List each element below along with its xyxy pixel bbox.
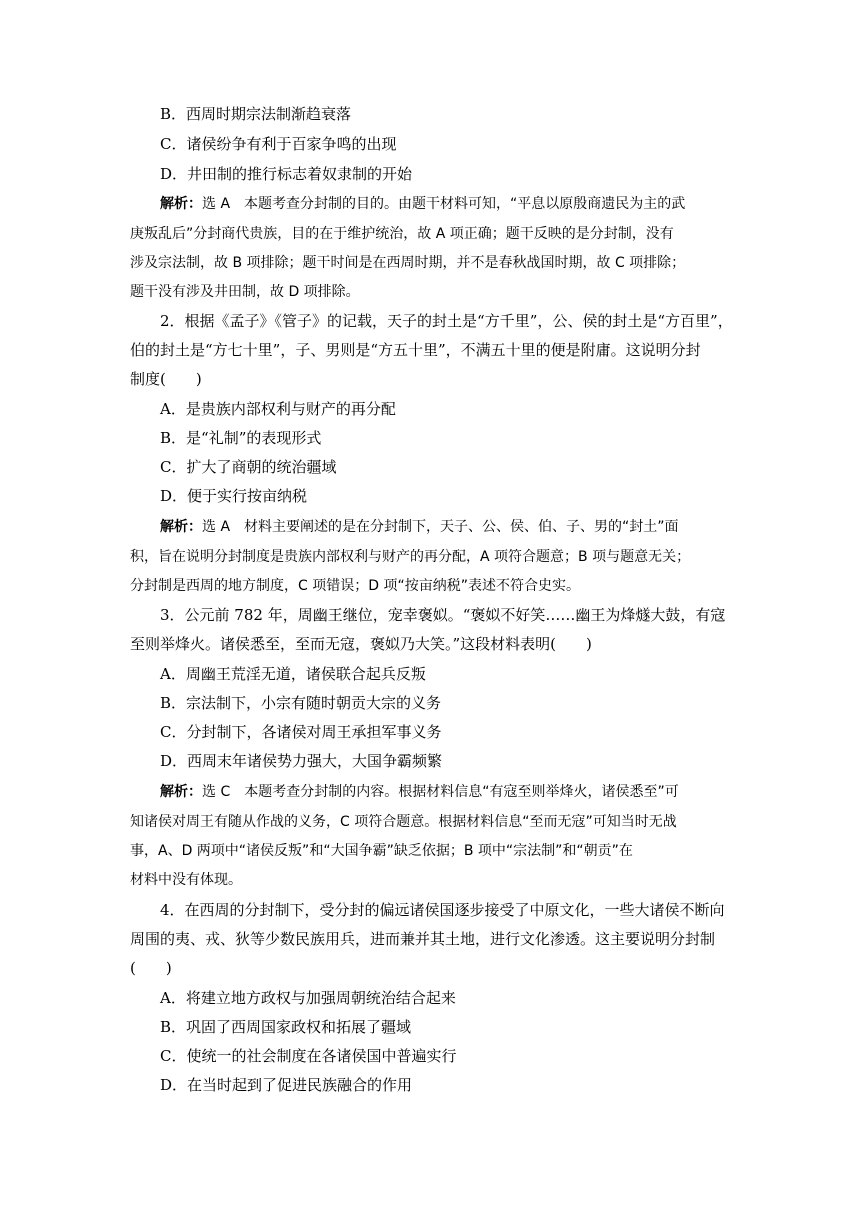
q1-explanation-line: 解析：选 A 本题考查分封制的目的。由题干材料可知，“平息以原殷商遗民为主的武 (160, 196, 686, 212)
q4-stem-line: 4．在西周的分封制下，受分封的偏远诸侯国逐步接受了中原文化，一些大诸侯不断向 (160, 901, 725, 919)
q3-option-a: A．周幽王荒淫无道，诸侯联合起兵反叛 (160, 665, 426, 683)
q2-explanation-line: 积，旨在说明分封制度是贵族内部权利与财产的再分配，A 项符合题意；B 项与题意无关； (130, 549, 691, 565)
q2-option-b: B．是“礼制”的表现形式 (160, 429, 322, 447)
explanation-label: 解析： (160, 196, 202, 212)
q3-option-b: B．宗法制下，小宗有随时朝贡大宗的义务 (160, 694, 442, 712)
q3-explanation-line: 解析：选 C 本题考查分封制的内容。根据材料信息“有寇至则举烽火，诸侯悉至”可 (160, 784, 679, 800)
q2-explanation-line: 分封制是西周的地方制度，C 项错误；D 项“按亩纳税”表述不符合史实。 (130, 578, 580, 594)
q2-option-a: A．是贵族内部权利与财产的再分配 (160, 400, 396, 418)
q2-stem-line: 2．根据《孟子》《管子》的记载，天子的封土是“方千里”，公、侯的封土是“方百里”， (160, 312, 733, 330)
q2-option-c: C．扩大了商朝的统治疆域 (160, 458, 337, 476)
q3-stem-line: 至则举烽火。诸侯悉至，至而无寇，褒姒乃大笑。”这段材料表明( ) (130, 635, 592, 653)
explanation-label: 解析： (160, 519, 202, 535)
q4-option-c: C．使统一的社会制度在各诸侯国中普遍实行 (160, 1047, 457, 1065)
explanation-label: 解析： (160, 784, 202, 800)
q3-option-d: D．西周末年诸侯势力强大，大国争霸频繁 (160, 752, 443, 770)
q4-stem-line: 周围的夷、戎、狄等少数民族用兵，进而兼并其土地，进行文化渗透。这主要说明分封制 (130, 930, 716, 948)
q1-option-d: D．井田制的推行标志着奴隶制的开始 (160, 165, 413, 183)
q2-explanation-line: 解析：选 A 材料主要阐述的是在分封制下，天子、公、侯、伯、子、男的“封土”面 (160, 519, 679, 535)
q4-stem-line: ( ) (130, 959, 172, 977)
q1-explanation-line: 庚叛乱后”分封商代贵族，目的在于维护统治，故 A 项正确；题干反映的是分封制，没有 (130, 226, 674, 242)
q4-option-d: D．在当时起到了促进民族融合的作用 (160, 1076, 413, 1094)
q3-explanation-line: 知诸侯对周王有随从作战的义务，C 项符合题意。根据材料信息“至而无寇”可知当时无战 (130, 814, 677, 830)
q2-option-d: D．便于实行按亩纳税 (160, 487, 308, 505)
q2-stem-line: 伯的封土是“方七十里”，子、男则是“方五十里”，不满五十里的便是附庸。这说明分封 (130, 341, 701, 359)
q1-option-b: B．西周时期宗法制渐趋衰落 (160, 105, 352, 123)
q3-option-c: C．分封制下，各诸侯对周王承担军事义务 (160, 723, 442, 741)
q2-stem-line: 制度( ) (130, 370, 202, 388)
q1-option-c: C．诸侯纷争有利于百家争鸣的出现 (160, 135, 397, 153)
q3-explanation-line: 材料中没有体现。 (130, 872, 242, 888)
q3-explanation-line: 事，A、D 两项中“诸侯反叛”和“大国争霸”缺乏依据；B 项中“宗法制”和“朝贡”在 (130, 843, 633, 859)
q1-explanation-line: 题干没有涉及井田制，故 D 项排除。 (130, 284, 360, 300)
q4-option-a: A．将建立地方政权与加强周朝统治结合起来 (160, 989, 456, 1007)
q3-stem-line: 3．公元前 782 年，周幽王继位，宠幸褒姒。“褒姒不好笑……幽王为烽燧大鼓，有寇 (160, 606, 726, 624)
q1-explanation-line: 涉及宗法制，故 B 项排除；题干时间是在西周时期，并不是春秋战国时期，故 C 项排除； (130, 255, 686, 271)
q4-option-b: B．巩固了西周国家政权和拓展了疆域 (160, 1018, 412, 1036)
